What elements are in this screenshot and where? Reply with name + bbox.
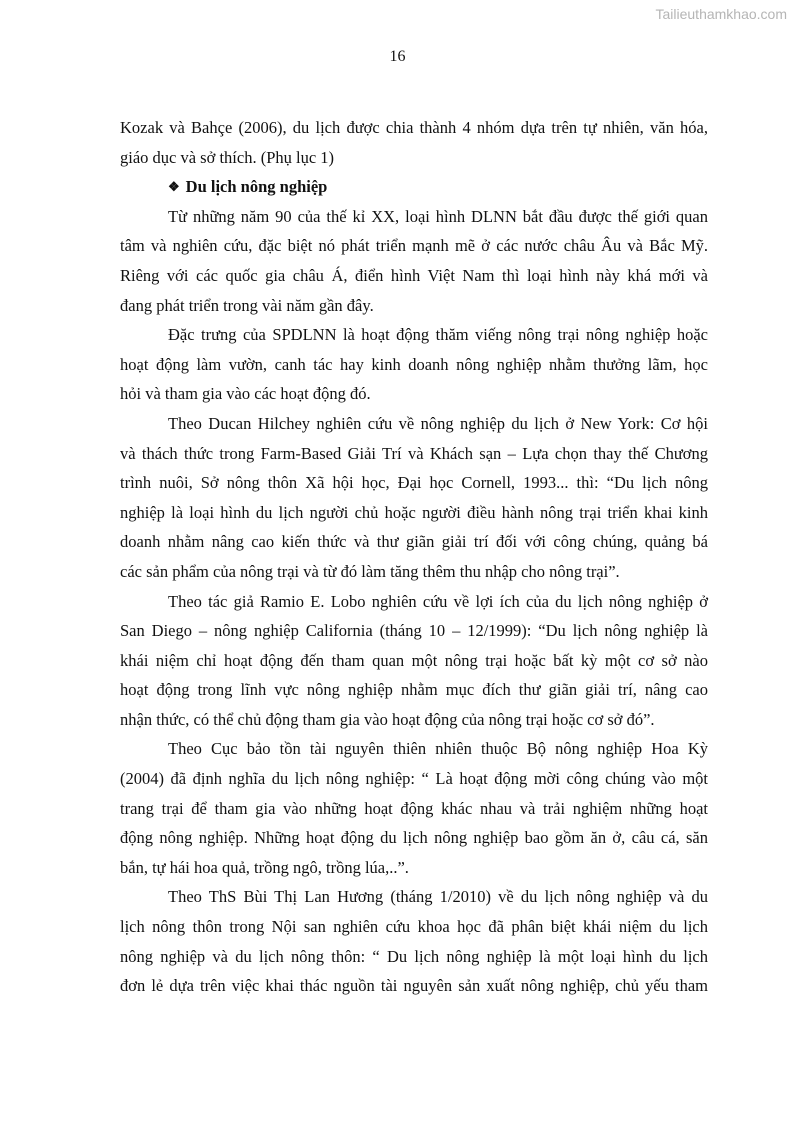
text-line: hỏi và tham gia vào các hoạt động đó. — [120, 384, 371, 404]
text-line: Theo ThS Bùi Thị Lan Hương (tháng 1/2010) về du lịch nông nghiệp và du — [168, 887, 708, 907]
text-line: Kozak và Bahçe (2006), du lịch được chia thành 4 nhóm dựa trên tự nhiên, văn hóa, — [120, 118, 708, 137]
text-line: lịch nông thôn trong Nội san nghiên cứu khoa học đã phân biệt khái niệm du lịch — [120, 917, 708, 937]
paragraph — [120, 320, 708, 409]
watermark-text: Tailieuthamkhao.com — [655, 6, 787, 22]
text-line: (2004) đã định nghĩa du lịch nông nghiệp: “ Là hoạt động mời công chúng vào một — [120, 769, 708, 789]
paragraph — [120, 882, 708, 1000]
heading-text: Du lịch nông nghiệp — [185, 177, 328, 197]
text-line: trình nuôi, Sở nông thôn Xã hội học, Đại học Cornell, 1993... thì: “Du lịch nông — [120, 473, 708, 493]
text-line: và thách thức trong Farm-Based Giải Trí và Khách sạn – Lựa chọn thay thế Chương — [120, 443, 708, 463]
text-line: trang trại để tham gia vào những hoạt động khác nhau và trải nghiệm những hoạt — [120, 798, 708, 818]
text-line: nhận thức, có thể chủ động tham gia vào hoạt động của nông trại hoặc cơ sở đó”. — [120, 709, 655, 729]
text-line: Riêng với các quốc gia châu Á, điển hình Việt Nam thì loại hình này khá mới và — [120, 265, 708, 285]
text-line: giáo dục và sở thích. (Phụ lục 1) — [120, 147, 335, 167]
text-line: các sản phẩm của nông trại và từ đó làm tăng thêm thu nhập cho nông trại”. — [120, 561, 620, 581]
text-line: hoạt động làm vườn, canh tác hay kinh doanh nông nghiệp nhằm thưởng lãm, học — [120, 354, 708, 374]
page-number: 16 — [389, 48, 406, 65]
paragraph — [120, 587, 708, 735]
text-line: nông nghiệp và du lịch nông thôn: “ Du lịch nông nghiệp là một loại hình du lịch — [120, 946, 708, 966]
text-line: San Diego – nông nghiệp California (tháng 10 – 12/1999): “Du lịch nông nghiệp là — [120, 621, 708, 641]
text-line: nghiệp là loại hình du lịch người chủ hoặc người điều hành nông trại triển khai kinh — [120, 502, 708, 522]
paragraph — [120, 734, 708, 882]
diamond-bullet-icon: ❖ — [168, 179, 180, 195]
text-line: Đặc trưng của SPDLNN là hoạt động thăm viếng nông trại nông nghiệp hoặc — [168, 325, 708, 345]
text-line: động nông nghiệp. Những hoạt động du lịch nông nghiệp bao gồm ăn ở, câu cá, săn — [120, 828, 708, 848]
text-line: đơn lẻ dựa trên việc khai thác nguồn tài nguyên sản xuất nông nghiệp, chủ yếu tham — [120, 976, 708, 996]
paragraph — [120, 202, 708, 320]
text-line: Từ những năm 90 của thế kỉ XX, loại hình DLNN bắt đầu được thế giới quan — [168, 206, 708, 226]
paragraph — [120, 113, 708, 172]
heading-line — [120, 172, 708, 202]
text-line: tâm và nghiên cứu, đặc biệt nó phát triển mạnh mẽ ở các nước châu Âu và Bắc Mỹ. — [120, 236, 708, 256]
text-line: khái niệm chỉ hoạt động đến tham quan một nông trại hoặc bất kỳ một cơ sở nào — [120, 650, 708, 670]
text-line: doanh nhằm nâng cao kiến thức và thư giãn giải trí đối với công chúng, quảng bá — [120, 532, 708, 552]
section-heading — [120, 172, 708, 202]
text-line: đang phát triển trong vài năm gần đây. — [120, 295, 374, 315]
text-line: hoạt động trong lĩnh vực nông nghiệp nhằm mục đích thư giãn giải trí, nâng cao — [120, 680, 708, 700]
text-line: Theo Cục bảo tồn tài nguyên thiên nhiên thuộc Bộ nông nghiệp Hoa Kỳ — [168, 739, 708, 759]
text-line: Theo tác giả Ramio E. Lobo nghiên cứu về lợi ích của du lịch nông nghiệp ở — [168, 591, 708, 611]
paragraph — [120, 409, 708, 587]
text-line: Theo Ducan Hilchey nghiên cứu về nông nghiệp du lịch ở New York: Cơ hội — [168, 413, 708, 433]
document-body — [120, 113, 708, 1001]
text-line: bắn, tự hái hoa quả, trồng ngô, trồng lúa,..”. — [120, 857, 409, 877]
